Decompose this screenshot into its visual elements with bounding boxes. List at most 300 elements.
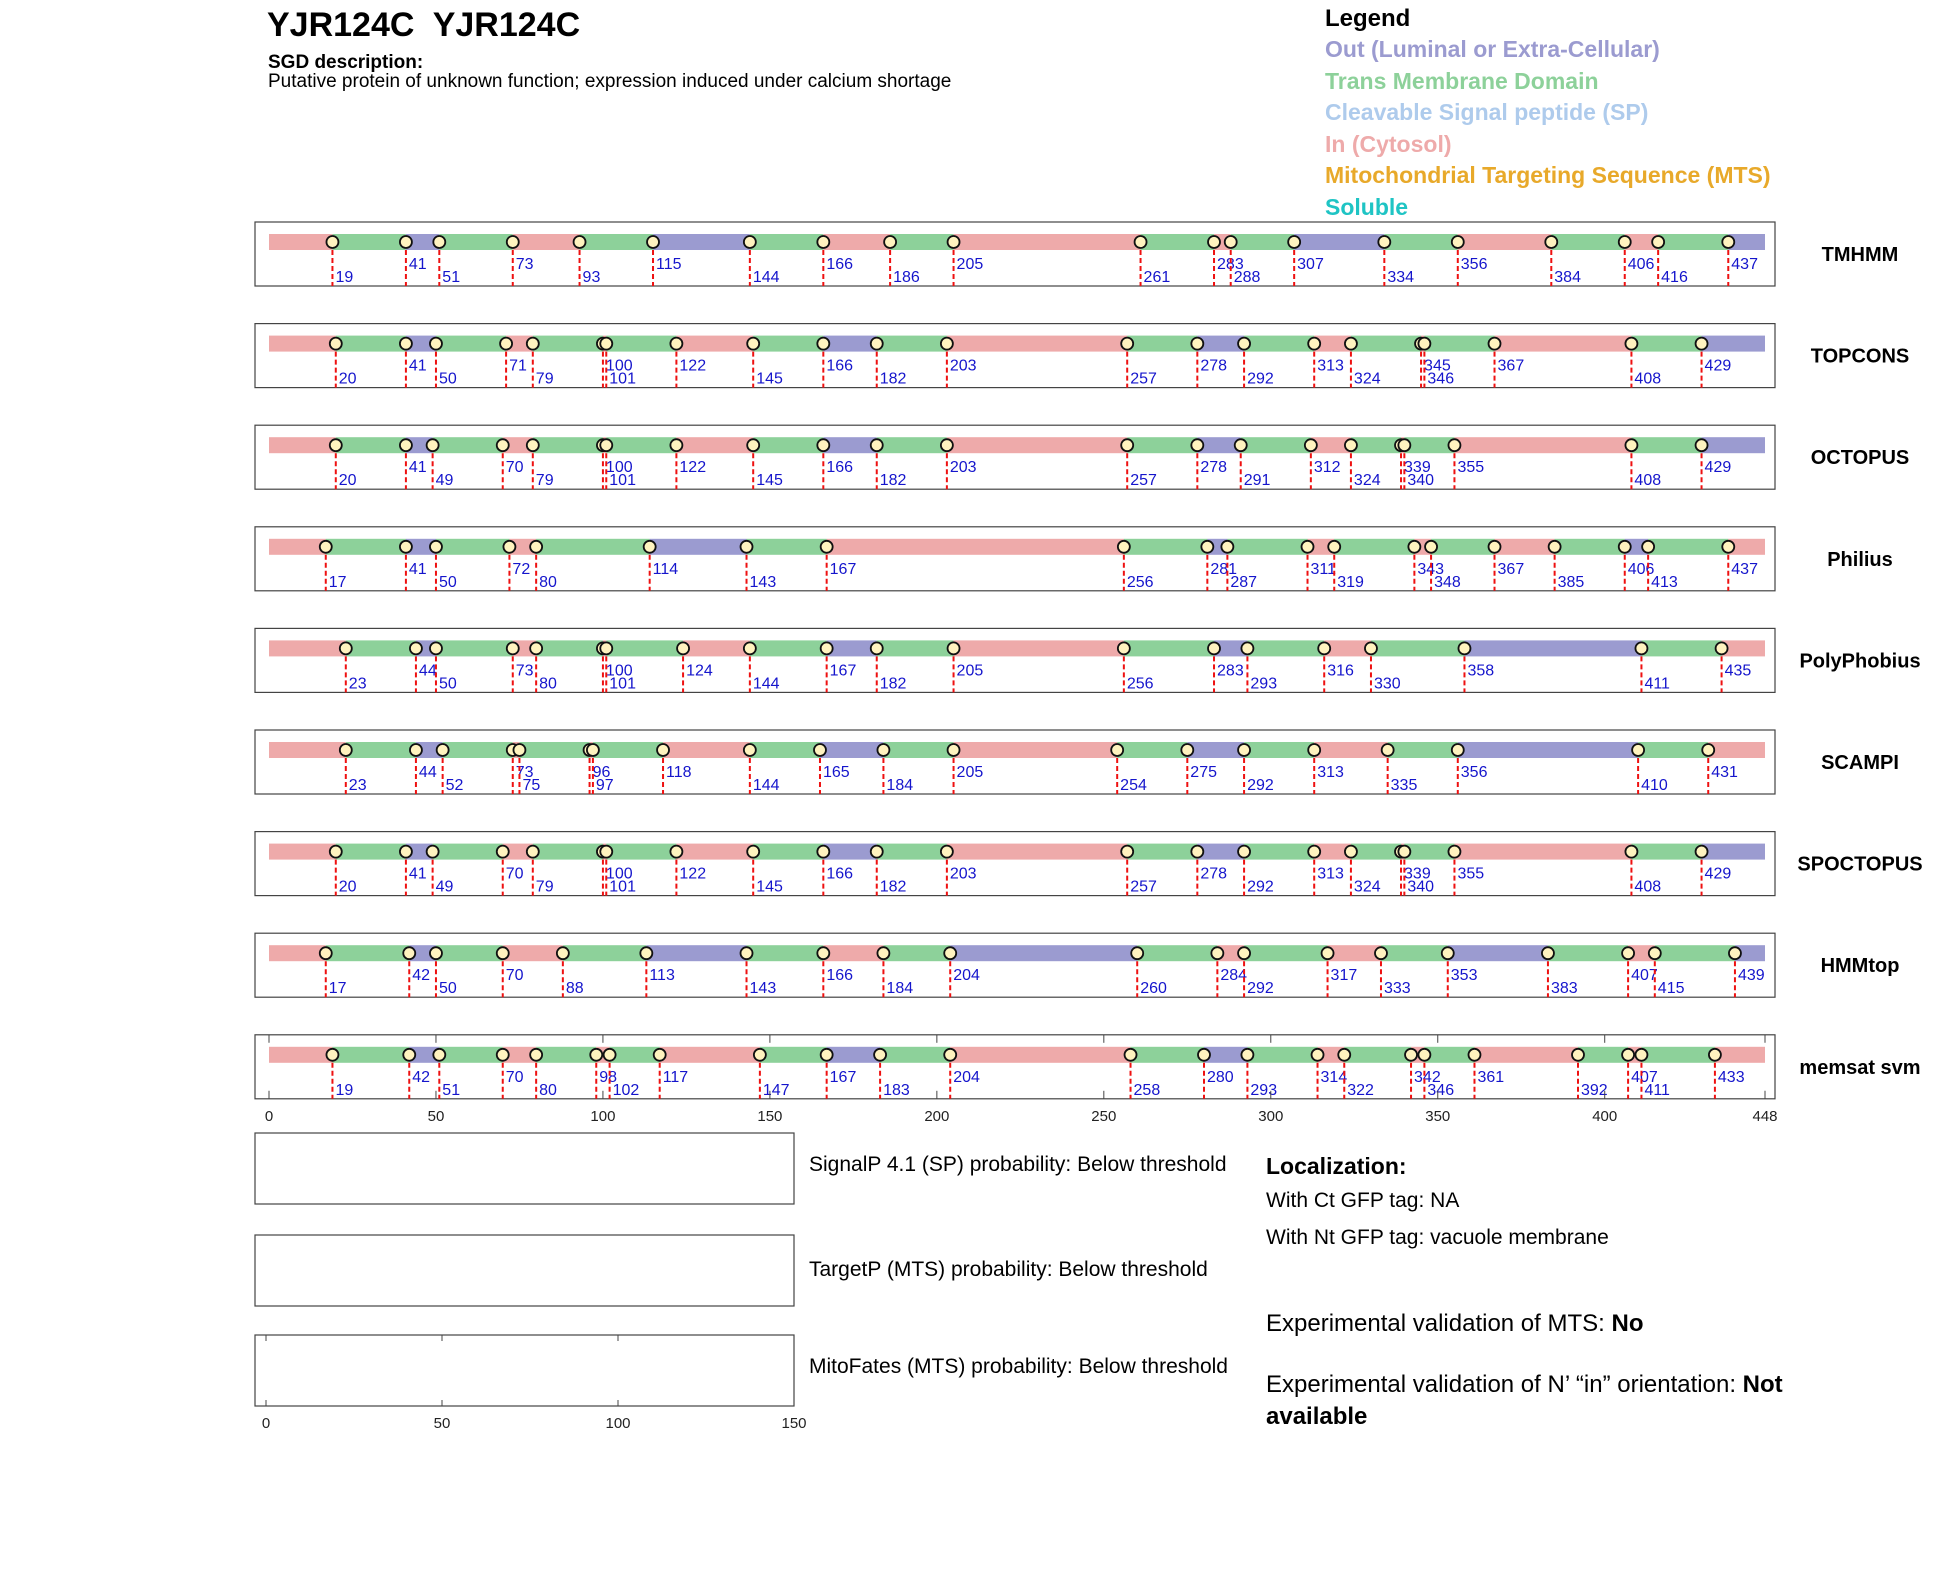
boundary-marker — [530, 1049, 542, 1061]
boundary-label: 292 — [1247, 370, 1274, 388]
boundary-label: 335 — [1390, 777, 1418, 794]
boundary-label: 101 — [609, 370, 636, 388]
boundary-label: 429 — [1704, 865, 1732, 883]
boundary-marker — [1191, 846, 1203, 858]
boundary-marker — [677, 642, 689, 654]
region-tm — [1551, 234, 1624, 250]
region-tm — [439, 1047, 502, 1063]
boundary-marker — [877, 744, 889, 756]
boundary-label: 439 — [1737, 967, 1765, 985]
boundary-marker — [1619, 541, 1631, 553]
boundary-marker — [330, 439, 342, 451]
boundary-label: 324 — [1353, 878, 1381, 896]
region-in — [1324, 640, 1371, 656]
boundary-marker — [1702, 744, 1714, 756]
boundary-marker — [1211, 947, 1223, 959]
region-tm — [1127, 336, 1197, 352]
boundary-marker — [744, 642, 756, 654]
region-in — [676, 437, 753, 453]
boundary-marker — [430, 541, 442, 553]
orientation-validation-value: Not available — [1266, 1371, 1783, 1430]
boundary-label: 392 — [1581, 1081, 1608, 1099]
region-tm — [1231, 234, 1294, 250]
track-frame — [255, 730, 1775, 794]
region-in — [1495, 539, 1555, 555]
region-tm — [436, 336, 506, 352]
region-out — [1187, 742, 1244, 758]
region-tm — [1431, 539, 1494, 555]
boundary-marker — [330, 338, 342, 350]
method-name: Philius — [1827, 548, 1893, 571]
boundary-marker — [1709, 1049, 1721, 1061]
boundary-label: 80 — [539, 573, 557, 591]
region-tm — [1351, 844, 1401, 860]
boundary-label: 70 — [505, 459, 524, 477]
region-tm — [1631, 844, 1701, 860]
region-tm — [536, 1047, 596, 1063]
region-in — [513, 234, 580, 250]
boundary-label: 183 — [883, 1081, 910, 1099]
boundary-label: 406 — [1627, 560, 1655, 578]
region-tm — [750, 640, 827, 656]
boundary-marker — [600, 439, 612, 451]
boundary-marker — [326, 1049, 338, 1061]
region-out — [650, 539, 747, 555]
boundary-marker — [400, 236, 412, 248]
boundary-marker — [1425, 541, 1437, 553]
boundary-marker — [340, 744, 352, 756]
boundary-marker — [330, 846, 342, 858]
boundary-label: 356 — [1460, 764, 1488, 781]
boundary-marker — [400, 338, 412, 350]
boundary-label: 292 — [1247, 878, 1274, 896]
boundary-marker — [1225, 236, 1237, 248]
boundary-label: 358 — [1467, 662, 1495, 680]
boundary-label: 292 — [1247, 980, 1274, 998]
boundary-label: 23 — [348, 675, 367, 693]
boundary-label: 165 — [822, 764, 850, 781]
boundary-marker — [1241, 1049, 1253, 1061]
region-tm — [332, 1047, 409, 1063]
boundary-marker — [1118, 642, 1130, 654]
boundary-label: 17 — [328, 980, 347, 998]
legend-item-in: In (Cytosol) — [1325, 130, 1452, 157]
boundary-label: 348 — [1434, 573, 1461, 591]
boundary-label: 407 — [1631, 1068, 1658, 1086]
boundary-marker — [670, 439, 682, 451]
boundary-marker — [430, 338, 442, 350]
boundary-label: 257 — [1130, 370, 1157, 388]
legend-item-tm: Trans Membrane Domain — [1325, 67, 1599, 94]
boundary-marker — [1238, 846, 1250, 858]
boundary-marker — [320, 947, 332, 959]
region-in — [269, 539, 326, 555]
boundary-marker — [884, 236, 896, 248]
boundary-label: 42 — [412, 1068, 431, 1086]
boundary-marker — [1448, 846, 1460, 858]
region-tm — [1241, 437, 1311, 453]
boundary-marker — [1378, 236, 1390, 248]
boundary-label: 80 — [539, 675, 557, 693]
boundary-marker — [817, 236, 829, 248]
region-out — [1702, 336, 1765, 352]
region-tm — [593, 742, 663, 758]
boundary-marker — [400, 439, 412, 451]
boundary-label: 70 — [505, 967, 524, 985]
boundary-marker — [497, 947, 509, 959]
region-tm — [1555, 539, 1625, 555]
region-tm — [1371, 640, 1465, 656]
mts-validation-value: No — [1611, 1310, 1644, 1337]
sgd-heading: SGD description: — [268, 52, 424, 73]
x-tick-label: 200 — [924, 1107, 950, 1125]
boundary-marker — [1191, 439, 1203, 451]
region-tm — [533, 336, 603, 352]
boundary-marker — [821, 541, 833, 553]
boundary-label: 114 — [652, 560, 679, 578]
boundary-label: 342 — [1414, 1068, 1441, 1086]
boundary-label: 19 — [335, 1081, 354, 1099]
boundary-marker — [340, 642, 352, 654]
region-out — [823, 437, 876, 453]
boundary-label: 356 — [1460, 256, 1488, 273]
boundary-marker — [320, 541, 332, 553]
boundary-label: 44 — [418, 764, 437, 781]
boundary-marker — [513, 744, 525, 756]
region-tm — [436, 640, 513, 656]
boundary-marker — [507, 236, 519, 248]
localization-ct: With Ct GFP tag: NA — [1266, 1189, 1460, 1212]
boundary-label: 437 — [1731, 560, 1758, 578]
region-tm — [326, 945, 409, 961]
region-tm — [1548, 945, 1628, 961]
boundary-label: 408 — [1634, 878, 1662, 896]
boundary-label: 353 — [1450, 967, 1478, 985]
boundary-label: 367 — [1497, 560, 1525, 578]
region-in — [1715, 1047, 1765, 1063]
boundary-label: 410 — [1641, 777, 1668, 794]
boundary-marker — [1235, 439, 1247, 451]
boundary-label: 122 — [679, 459, 707, 477]
boundary-marker — [871, 338, 883, 350]
region-tm — [1247, 1047, 1317, 1063]
boundary-label: 49 — [435, 878, 454, 896]
legend-item-soluble: Soluble — [1325, 193, 1409, 220]
boundary-label: 122 — [679, 865, 707, 883]
region-in — [1474, 1047, 1578, 1063]
boundary-marker — [1318, 642, 1330, 654]
boundary-label: 79 — [535, 370, 554, 388]
region-tm — [1638, 742, 1708, 758]
boundary-label: 113 — [649, 967, 675, 985]
boundary-label: 166 — [826, 967, 854, 985]
boundary-marker — [821, 642, 833, 654]
boundary-label: 50 — [438, 370, 457, 388]
boundary-marker — [657, 744, 669, 756]
region-tm — [533, 437, 603, 453]
boundary-marker — [1405, 1049, 1417, 1061]
boundary-marker — [1382, 744, 1394, 756]
boundary-marker — [1696, 846, 1708, 858]
boundary-marker — [1328, 541, 1340, 553]
boundary-marker — [410, 744, 422, 756]
boundary-marker — [1181, 744, 1193, 756]
boundary-label: 313 — [1317, 764, 1344, 781]
boundary-label: 339 — [1404, 459, 1431, 477]
legend-item-out: Out (Luminal or Extra-Cellular) — [1325, 36, 1660, 62]
region-in — [269, 1047, 332, 1063]
boundary-label: 408 — [1634, 370, 1662, 388]
region-tm — [1124, 539, 1207, 555]
region-tm — [1404, 437, 1454, 453]
boundary-label: 144 — [752, 777, 780, 794]
boundary-marker — [1308, 846, 1320, 858]
region-tm — [1631, 336, 1701, 352]
boundary-label: 313 — [1317, 357, 1344, 375]
boundary-label: 143 — [749, 573, 777, 591]
mts-tick-label: 50 — [433, 1415, 451, 1432]
region-out — [820, 742, 883, 758]
x-tick-label: 100 — [590, 1107, 616, 1125]
boundary-marker — [1308, 744, 1320, 756]
region-in — [954, 742, 1118, 758]
region-tm — [1244, 945, 1327, 961]
boundary-label: 182 — [879, 878, 907, 896]
boundary-label: 118 — [666, 764, 692, 781]
boundary-marker — [600, 846, 612, 858]
mts-validation-label: Experimental validation of MTS: — [1266, 1310, 1612, 1337]
boundary-label: 122 — [679, 357, 707, 375]
boundary-marker — [1238, 338, 1250, 350]
boundary-marker — [821, 1049, 833, 1061]
boundary-label: 19 — [335, 269, 354, 286]
boundary-marker — [1345, 846, 1357, 858]
boundary-marker — [1722, 236, 1734, 248]
region-tm — [1247, 640, 1324, 656]
boundary-marker — [1635, 1049, 1647, 1061]
region-tm — [326, 539, 406, 555]
boundary-label: 345 — [1424, 357, 1451, 375]
boundary-label: 435 — [1724, 662, 1752, 680]
boundary-label: 49 — [435, 472, 454, 490]
region-in — [269, 844, 336, 860]
boundary-marker — [1191, 338, 1203, 350]
boundary-marker — [1208, 642, 1220, 654]
region-tm — [336, 336, 406, 352]
boundary-marker — [1121, 338, 1133, 350]
boundary-marker — [507, 642, 519, 654]
region-out — [1197, 336, 1244, 352]
boundary-label: 96 — [592, 764, 611, 781]
region-in — [269, 234, 332, 250]
boundary-label: 204 — [953, 1068, 980, 1086]
boundary-marker — [497, 1049, 509, 1061]
boundary-marker — [744, 744, 756, 756]
boundary-label: 278 — [1200, 459, 1228, 477]
boundary-label: 340 — [1407, 878, 1435, 896]
boundary-label: 102 — [612, 1081, 640, 1099]
boundary-marker — [437, 744, 449, 756]
region-tm — [747, 539, 827, 555]
track-octopus — [255, 425, 1909, 489]
boundary-marker — [527, 439, 539, 451]
boundary-marker — [430, 642, 442, 654]
region-tm — [890, 234, 953, 250]
boundary-label: 124 — [686, 662, 713, 680]
boundary-label: 333 — [1383, 980, 1411, 998]
track-frame — [255, 324, 1775, 388]
boundary-label: 415 — [1657, 980, 1685, 998]
region-tm — [1127, 437, 1197, 453]
region-out — [823, 844, 876, 860]
boundary-marker — [1135, 236, 1147, 248]
boundary-label: 115 — [656, 256, 682, 273]
boundary-label: 283 — [1217, 662, 1244, 680]
boundary-label: 429 — [1704, 459, 1732, 477]
region-out — [823, 336, 876, 352]
boundary-marker — [941, 846, 953, 858]
boundary-marker — [1208, 236, 1220, 248]
boundary-marker — [1345, 338, 1357, 350]
boundary-label: 182 — [879, 675, 907, 693]
region-out — [1458, 742, 1638, 758]
probability-panel-2 — [255, 1235, 794, 1306]
region-in — [947, 844, 1127, 860]
boundary-marker — [1201, 541, 1213, 553]
boundary-marker — [1622, 1049, 1634, 1061]
region-tm — [1648, 539, 1728, 555]
boundary-marker — [1489, 541, 1501, 553]
boundary-label: 51 — [442, 1081, 461, 1099]
boundary-label: 204 — [953, 967, 980, 985]
boundary-label: 314 — [1320, 1068, 1348, 1086]
boundary-label: 41 — [408, 865, 427, 883]
boundary-marker — [557, 947, 569, 959]
boundary-label: 73 — [515, 662, 534, 680]
boundary-marker — [600, 338, 612, 350]
region-out — [1702, 437, 1765, 453]
boundary-label: 437 — [1731, 256, 1758, 273]
boundary-marker — [1375, 947, 1387, 959]
orientation-validation-label: Experimental validation of N’ “in” orientation: — [1266, 1371, 1743, 1398]
boundary-label: 361 — [1477, 1068, 1505, 1086]
boundary-label: 50 — [438, 675, 457, 693]
boundary-marker — [754, 1049, 766, 1061]
region-tm — [1578, 1047, 1628, 1063]
boundary-label: 20 — [338, 472, 357, 490]
method-name: PolyPhobius — [1799, 650, 1921, 673]
boundary-marker — [1125, 1049, 1137, 1061]
region-tm — [1655, 945, 1735, 961]
region-tm — [1641, 1047, 1714, 1063]
region-tm — [1334, 539, 1414, 555]
track-polyphobius — [255, 628, 1921, 692]
x-tick-label: 350 — [1425, 1107, 1451, 1125]
boundary-label: 307 — [1297, 256, 1324, 273]
boundary-label: 73 — [515, 256, 534, 273]
boundary-marker — [871, 642, 883, 654]
boundary-label: 322 — [1347, 1081, 1374, 1099]
boundary-label: 166 — [826, 459, 854, 477]
boundary-label: 80 — [539, 1081, 557, 1099]
boundary-marker — [1452, 236, 1464, 248]
region-tm — [436, 945, 503, 961]
region-out — [1702, 844, 1765, 860]
track-frame — [255, 222, 1775, 286]
mts-validation — [1266, 1310, 1826, 1338]
boundary-marker — [817, 846, 829, 858]
region-tm — [1404, 844, 1454, 860]
boundary-label: 145 — [756, 370, 783, 388]
legend-item-mts: Mitochondrial Targeting Sequence (MTS) — [1325, 162, 1771, 188]
boundary-label: 167 — [829, 560, 857, 578]
boundary-marker — [530, 541, 542, 553]
boundary-label: 88 — [565, 980, 584, 998]
boundary-label: 205 — [956, 764, 984, 781]
region-out — [827, 640, 877, 656]
boundary-marker — [400, 846, 412, 858]
boundary-label: 71 — [509, 357, 527, 375]
boundary-marker — [1365, 642, 1377, 654]
boundary-marker — [427, 846, 439, 858]
boundary-marker — [1625, 439, 1637, 451]
method-name: SCAMPI — [1821, 752, 1899, 774]
boundary-marker — [410, 642, 422, 654]
boundary-marker — [1221, 541, 1233, 553]
boundary-marker — [1549, 541, 1561, 553]
boundary-marker — [1241, 642, 1253, 654]
boundary-label: 287 — [1230, 573, 1258, 591]
region-in — [947, 336, 1127, 352]
region-out — [653, 234, 750, 250]
boundary-marker — [1345, 439, 1357, 451]
boundary-label: 257 — [1130, 472, 1157, 490]
track-spoctopus — [255, 832, 1923, 896]
mts-tick-label: 150 — [781, 1415, 807, 1432]
boundary-label: 408 — [1634, 472, 1662, 490]
boundary-label: 205 — [956, 662, 984, 680]
boundary-marker — [1118, 541, 1130, 553]
boundary-label: 70 — [505, 865, 524, 883]
boundary-label: 411 — [1644, 675, 1670, 693]
region-in — [950, 1047, 1130, 1063]
region-in — [823, 234, 890, 250]
region-tm — [606, 437, 676, 453]
probability-panel-3 — [255, 1335, 794, 1406]
region-tm — [433, 437, 503, 453]
region-tm — [877, 336, 947, 352]
boundary-marker — [403, 947, 415, 959]
boundary-label: 144 — [752, 675, 780, 693]
boundary-label: 166 — [826, 256, 854, 273]
boundary-label: 317 — [1330, 967, 1358, 985]
boundary-label: 147 — [762, 1081, 790, 1099]
boundary-label: 324 — [1353, 370, 1381, 388]
region-tm — [436, 539, 509, 555]
track-frame — [255, 425, 1775, 489]
region-in — [1454, 437, 1631, 453]
region-tm — [1351, 336, 1421, 352]
boundary-marker — [944, 947, 956, 959]
region-tm — [606, 336, 676, 352]
region-tm — [1141, 234, 1214, 250]
boundary-marker — [1198, 1049, 1210, 1061]
boundary-label: 117 — [662, 1068, 689, 1086]
region-tm — [877, 640, 954, 656]
boundary-marker — [430, 947, 442, 959]
boundary-marker — [670, 338, 682, 350]
method-name: TMHMM — [1821, 244, 1899, 266]
